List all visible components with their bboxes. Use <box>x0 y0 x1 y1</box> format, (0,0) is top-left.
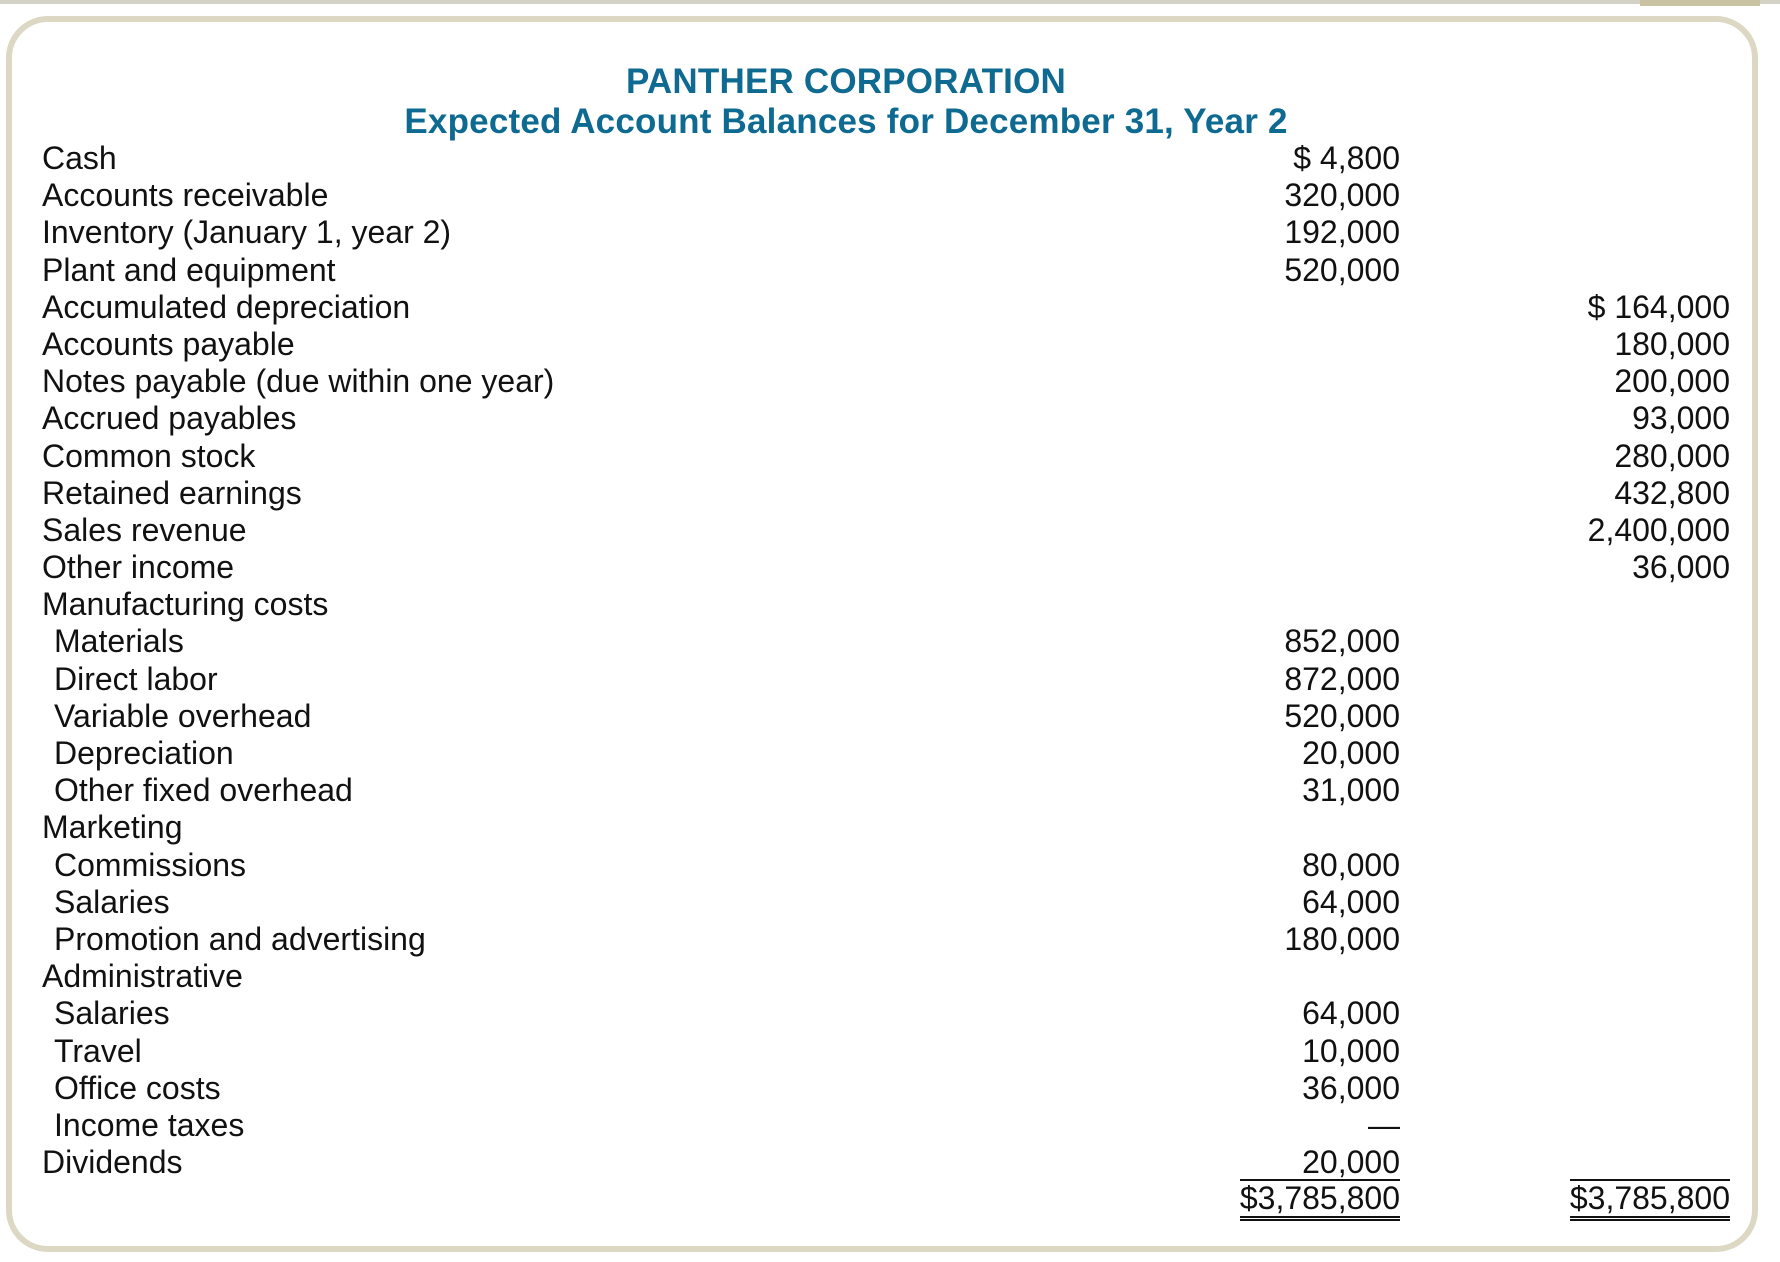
debit-amount: 852,000 <box>1284 623 1400 660</box>
company-title: PANTHER CORPORATION <box>625 62 1066 101</box>
table-row <box>0 549 1780 586</box>
table-row <box>0 400 1780 437</box>
table-row <box>0 809 1780 846</box>
table-row <box>0 847 1780 884</box>
credit-amount: 93,000 <box>1632 400 1730 437</box>
table-row <box>0 140 1780 177</box>
account-label: Marketing <box>42 809 183 846</box>
table-row <box>0 214 1780 251</box>
account-label: Depreciation <box>54 735 234 771</box>
account-label: Direct labor <box>54 660 218 697</box>
account-label: Other fixed overhead <box>54 772 353 809</box>
debit-amount: 80,000 <box>1302 846 1400 883</box>
table-row <box>0 586 1780 623</box>
account-label: Promotion and advertising <box>54 920 426 957</box>
account-label: Other income <box>42 549 235 586</box>
debit-amount: 31,000 <box>1302 772 1400 809</box>
debit-amount: 20,000 <box>1302 1144 1400 1181</box>
account-label: Notes payable (due within one year) <box>42 363 555 400</box>
table-row <box>0 326 1780 363</box>
debit-amount: 64,000 <box>1302 883 1400 920</box>
debit-amount: — <box>1368 1106 1400 1143</box>
account-label: Office costs <box>54 1069 221 1106</box>
table-row <box>0 995 1780 1032</box>
table-row <box>0 698 1780 735</box>
table-row <box>0 884 1780 921</box>
table-row <box>0 512 1780 549</box>
account-label: Accumulated depreciation <box>42 288 411 325</box>
debit-amount: 320,000 <box>1284 177 1400 214</box>
table-row <box>0 1070 1780 1107</box>
account-balance-table <box>0 140 1780 1181</box>
table-row <box>0 921 1780 958</box>
table-row <box>0 958 1780 995</box>
table-row <box>0 475 1780 512</box>
account-label: Salaries <box>54 995 170 1032</box>
debit-total <box>1240 1178 1400 1221</box>
account-label: Inventory (January 1, year 2) <box>42 214 452 251</box>
debit-amount: 36,000 <box>1302 1069 1400 1106</box>
account-label: Sales revenue <box>42 511 247 548</box>
table-row <box>0 735 1780 772</box>
table-row <box>0 1033 1780 1070</box>
account-label: Common stock <box>42 437 256 474</box>
account-label: Manufacturing costs <box>42 586 329 623</box>
credit-amount: $ 164,000 <box>1587 288 1730 325</box>
debit-amount: 192,000 <box>1284 214 1400 251</box>
account-label: Retained earnings <box>42 474 302 511</box>
top-border-line <box>0 0 1780 4</box>
account-label: Travel <box>54 1032 142 1069</box>
table-row <box>0 661 1780 698</box>
top-accent-bar <box>1640 0 1760 6</box>
credit-amount: 180,000 <box>1614 325 1730 362</box>
table-row <box>0 289 1780 326</box>
account-label: Accrued payables <box>42 400 297 437</box>
table-row <box>0 1107 1780 1144</box>
account-label: Materials <box>54 623 184 660</box>
account-label: Dividends <box>42 1144 183 1181</box>
debit-amount: 180,000 <box>1284 920 1400 957</box>
table-row <box>0 252 1780 289</box>
credit-amount: 432,800 <box>1614 474 1730 511</box>
credit-amount: 280,000 <box>1614 437 1730 474</box>
table-row <box>0 1144 1780 1181</box>
account-label: Cash <box>42 140 117 176</box>
credit-amount: 200,000 <box>1614 363 1730 400</box>
table-row <box>0 623 1780 660</box>
table-row <box>0 363 1780 400</box>
credit-amount: 2,400,000 <box>1587 511 1730 548</box>
account-label: Variable overhead <box>54 697 312 734</box>
account-label: Salaries <box>54 883 170 920</box>
credit-total <box>1570 1178 1730 1221</box>
debit-amount: 520,000 <box>1284 697 1400 734</box>
report-subtitle: Expected Account Balances for December 31, Year 2 <box>404 102 1288 141</box>
account-label: Accounts receivable <box>42 177 329 214</box>
table-row <box>0 177 1780 214</box>
table-row <box>0 438 1780 475</box>
account-label: Commissions <box>54 846 247 883</box>
debit-amount: 20,000 <box>1302 735 1400 771</box>
debit-amount: 872,000 <box>1284 660 1400 697</box>
credit-amount: 36,000 <box>1632 549 1730 586</box>
debit-amount: $ 4,800 <box>1293 140 1400 176</box>
debit-amount: 64,000 <box>1302 995 1400 1032</box>
debit-amount: 520,000 <box>1284 251 1400 288</box>
account-label: Plant and equipment <box>42 251 336 288</box>
table-row <box>0 772 1780 809</box>
account-label: Income taxes <box>54 1106 245 1143</box>
debit-amount: 10,000 <box>1302 1032 1400 1069</box>
credit-total-value: $3,785,800 <box>1570 1179 1730 1221</box>
account-label: Accounts payable <box>42 325 295 362</box>
account-label: Administrative <box>42 958 243 995</box>
debit-total-value: $3,785,800 <box>1240 1179 1400 1221</box>
